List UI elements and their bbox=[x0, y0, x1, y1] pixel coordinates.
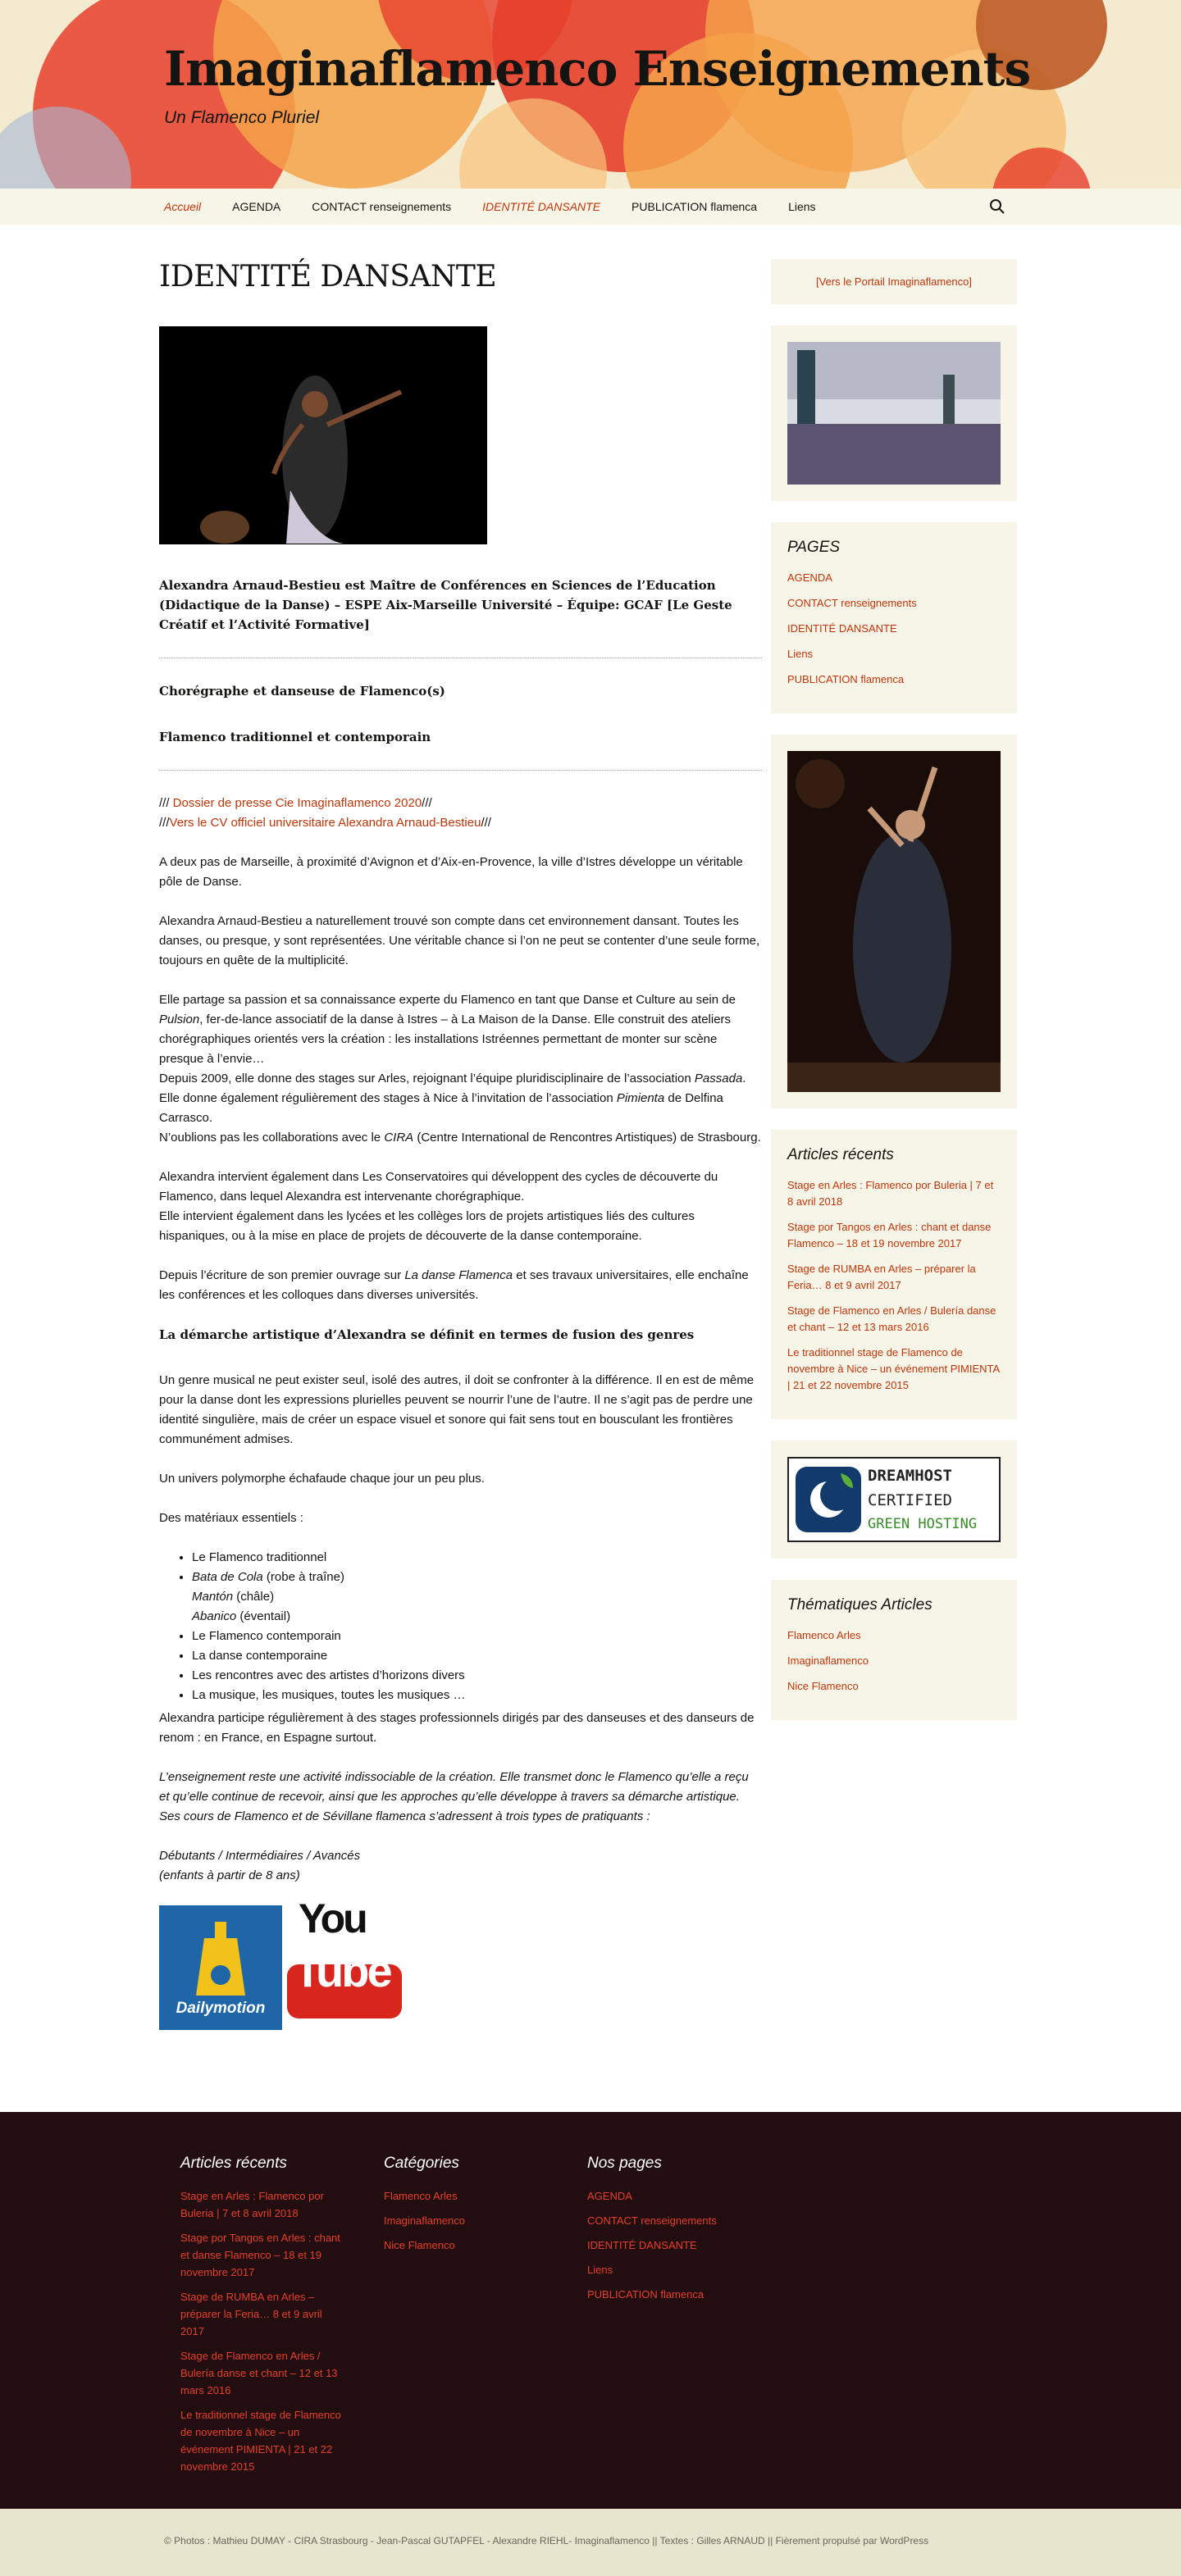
text-pulsion: Pulsion bbox=[159, 1013, 200, 1026]
youtube-label-bottom: Tube bbox=[294, 1945, 390, 1996]
footer-page-link[interactable]: IDENTITÉ DANSANTE bbox=[587, 2239, 697, 2251]
footer-col-title: Catégories bbox=[384, 2155, 459, 2172]
paragraph-istres: A deux pas de Marseille, à proximité d’Avignon et d’Aix-en-Provence, la ville d’Istres développe un véritable pôle de Danse. bbox=[159, 855, 743, 889]
text: de Delfina Carrasco. bbox=[159, 1091, 723, 1125]
badge-line-3: GREEN HOSTING bbox=[868, 1516, 978, 1532]
footer-col-title: Articles récents bbox=[180, 2155, 287, 2172]
recent-article-link[interactable]: Stage de Flamenco en Arles / Bulería danse et chant – 12 et 13 mars 2016 bbox=[787, 1304, 996, 1333]
text: (châle) bbox=[233, 1590, 275, 1604]
text-cira: CIRA bbox=[384, 1131, 414, 1145]
footer-article-link[interactable]: Le traditionnel stage de Flamenco de novembre à Nice – un événement PIMIENTA | 21 et 22 novembre 2015 bbox=[180, 2409, 341, 2473]
site-title[interactable]: Imaginaflamenco Enseignements bbox=[164, 41, 1031, 97]
press-kit-line bbox=[159, 794, 762, 813]
materials-list bbox=[192, 1548, 762, 1705]
list-item: • Le Flamenco traditionnel bbox=[192, 1548, 762, 1568]
badge-line-2: CERTIFIED bbox=[868, 1491, 952, 1509]
site-info-bar bbox=[0, 2509, 1181, 2576]
list-item: • La musique, les musiques, toutes les musiques … bbox=[192, 1686, 762, 1705]
text: , fer-de-lance associatif de la danse à Istres – à La Maison de la Danse. Elle construit des ateliers chorégraphiques orientés vers la création : les installations Istréennes permettant de monter sur scène presque à l’envie… bbox=[159, 1013, 732, 1066]
sidebar-page-contact[interactable]: CONTACT renseignements bbox=[787, 597, 917, 609]
paragraph-materials: Des matériaux essentiels : bbox=[159, 1511, 303, 1525]
pages-widget-title: PAGES bbox=[787, 539, 841, 556]
theme-link[interactable]: Flamenco Arles bbox=[787, 1629, 861, 1641]
dancer-photo bbox=[159, 326, 487, 544]
paragraph-genre: Un genre musical ne peut exister seul, isolé des autres, il doit se confronter à la différence. Il en est de même pour la danse dont les expressions plurielles peuvent se nourrir l’une de l’autre. Il ne s’agit pas de perdre une identité singulière, mais de créer un espace visuel et sonore qui fait sens tout en bousculant les frontières communément admises. bbox=[159, 1373, 755, 1446]
link-prefix: /// bbox=[159, 796, 173, 810]
text-pimienta: Pimienta bbox=[616, 1091, 665, 1105]
footer-article-link[interactable]: Stage en Arles : Flamenco por Buleria | 7 et 8 avril 2018 bbox=[180, 2190, 324, 2219]
dreamhost-badge[interactable] bbox=[787, 1457, 1001, 1542]
cv-link[interactable]: Vers le CV officiel universitaire Alexandra Arnaud-Bestieu bbox=[169, 816, 481, 830]
text: Depuis l’écriture de son premier ouvrage sur bbox=[159, 1268, 405, 1282]
theme-link[interactable]: Imaginaflamenco bbox=[787, 1654, 869, 1667]
portal-widget bbox=[771, 259, 1017, 304]
recent-article-link[interactable]: Le traditionnel stage de Flamenco de novembre à Nice – un événement PIMIENTA | 21 et 22 novembre 2015 bbox=[787, 1346, 1000, 1391]
credits-text: © Photos : Mathieu DUMAY - CIRA Strasbourg - Jean-Pascal GUTAPFEL - Alexandre RIEHL- Imaginaflamenco || Textes : Gilles ARNAUD || Fièrement propulsé par WordPress bbox=[164, 2535, 929, 2546]
press-kit-link[interactable]: Dossier de presse Cie Imaginaflamenco 2020 bbox=[172, 796, 422, 810]
link-prefix: /// bbox=[159, 816, 170, 830]
text-passada: Passada bbox=[694, 1072, 743, 1085]
footer-page-link[interactable]: AGENDA bbox=[587, 2190, 632, 2202]
paragraph-publications bbox=[159, 1266, 762, 1305]
text: et ses travaux universitaires, elle enchaîne les conférences et les colloques dans diverses universités. bbox=[159, 1268, 749, 1302]
list-item bbox=[192, 1568, 762, 1627]
levels-text: Débutants / Intermédiaires / Avancés bbox=[159, 1849, 361, 1863]
site-description: Un Flamenco Pluriel bbox=[164, 108, 320, 127]
paragraph-environment: Alexandra Arnaud-Bestieu a naturellement trouvé son compte dans cet environnement dansant. Toutes les danses, ou presque, y sont représentées. Une véritable chance si l’on ne peut se contenter d’une seule forme, toujours en quête de la multiplicité. bbox=[159, 914, 760, 967]
text: Bata de Cola bbox=[192, 1570, 263, 1584]
footer-page-link[interactable]: CONTACT renseignements bbox=[587, 2214, 717, 2227]
sidebar-page-publication[interactable]: PUBLICATION flamenca bbox=[787, 673, 905, 685]
link-suffix: /// bbox=[422, 796, 432, 810]
recent-article-link[interactable]: Stage por Tangos en Arles : chant et danse Flamenco – 18 et 19 novembre 2017 bbox=[787, 1221, 992, 1249]
recent-article-link[interactable]: Stage en Arles : Flamenco por Buleria | 7 et 8 avril 2018 bbox=[787, 1179, 994, 1208]
footer-article-link[interactable]: Stage por Tangos en Arles : chant et danse Flamenco – 18 et 19 novembre 2017 bbox=[180, 2232, 340, 2278]
themes-widget bbox=[771, 1580, 1017, 1720]
youtube-label-top: You bbox=[299, 1896, 366, 1941]
dailymotion-label: Dailymotion bbox=[176, 2000, 266, 2017]
main-area bbox=[0, 225, 1181, 2112]
moon-icon bbox=[796, 1467, 861, 1532]
text: Elle intervient également dans les lycées et les collèges lors de projets artistiques liés des cultures hispaniques, ou à la mise en place de projets de découverte de la danse contemporaine. bbox=[159, 1209, 695, 1243]
footer-col-title: Nos pages bbox=[587, 2155, 662, 2172]
portal-link[interactable]: [Vers le Portail Imaginaflamenco] bbox=[815, 275, 973, 288]
divider bbox=[159, 770, 762, 771]
footer-page-link[interactable]: PUBLICATION flamenca bbox=[587, 2288, 704, 2301]
cv-line bbox=[159, 813, 762, 833]
footer-article-link[interactable]: Stage de Flamenco en Arles / Bulería danse et chant – 12 et 13 mars 2016 bbox=[180, 2350, 338, 2396]
nav-item-publication[interactable]: PUBLICATION flamenca bbox=[632, 200, 758, 213]
footer-categories bbox=[384, 2155, 548, 2261]
list-item: • Le Flamenco contemporain bbox=[192, 1627, 762, 1646]
sidebar-page-agenda[interactable]: AGENDA bbox=[787, 571, 832, 584]
text: Abanico bbox=[192, 1609, 237, 1623]
link-suffix: /// bbox=[481, 816, 491, 830]
paragraph-universe: Un univers polymorphe échafaude chaque jour un peu plus. bbox=[159, 1472, 485, 1486]
footer-category-link[interactable]: Flamenco Arles bbox=[384, 2190, 458, 2202]
nav-item-contact[interactable]: CONTACT renseignements bbox=[312, 200, 452, 213]
intro-text: Alexandra Arnaud-Bestieu est Maître de Conférences en Sciences de l’Education (Didactique de la Danse) – ESPE Aix-Marseille Université – Équipe: GCAF [Le Geste Créatif et l’Activité Formative] bbox=[159, 578, 732, 632]
text: Elle donne également régulièrement des stages à Nice à l’invitation de l’association bbox=[159, 1091, 617, 1105]
studio-photo bbox=[787, 342, 1001, 485]
list-item: • Les rencontres avec des artistes d’horizons divers bbox=[192, 1666, 762, 1686]
search-icon[interactable] bbox=[989, 198, 1005, 215]
footer-recent-articles bbox=[180, 2155, 344, 2483]
paragraph-pulsion: Elle partage sa passion et sa connaissance experte du Flamenco en tant que Danse et Culture au sein de Pulsion, fer-de-lance associatif de la danse à Istres – à La Maison de la Danse. Elle construit des ateliers chorégraphiques orientés vers la création : les installations Istréennes permettant de monter sur scène presque à l’envie… Depuis 2009, elle donne des stages sur Arles, rejoignant l’équipe pluridisciplinaire de l’association Passada. Elle donne également régulièrement des stages à Nice à l’invitation de l’association Pimienta de Delfina Carrasco. N’oublions pas les collaborations avec le CIRA (Centre International de Rencontres Artistiques) de Strasbourg. bbox=[159, 993, 761, 1145]
text: Depuis 2009, elle donne des stages sur Arles, rejoignant l’équipe pluridisciplinaire de l’association bbox=[159, 1072, 695, 1085]
studio-photo-widget bbox=[771, 325, 1017, 501]
text-book: La danse Flamenca bbox=[404, 1268, 513, 1282]
subtitle-flamenco: Flamenco traditionnel et contemporain bbox=[159, 730, 431, 744]
nav-item-agenda[interactable]: AGENDA bbox=[232, 200, 281, 213]
youtube-link[interactable] bbox=[284, 1896, 405, 2025]
sidebar-page-liens[interactable]: Liens bbox=[787, 648, 814, 660]
sidebar bbox=[771, 259, 1017, 1741]
theme-link[interactable]: Nice Flamenco bbox=[787, 1680, 859, 1692]
text: (éventail) bbox=[236, 1609, 291, 1623]
sidebar-page-identite[interactable]: IDENTITÉ DANSANTE bbox=[787, 622, 897, 635]
recent-articles-widget bbox=[771, 1130, 1017, 1419]
footer-page-link[interactable]: Liens bbox=[587, 2264, 613, 2276]
text: Alexandra intervient également dans Les Conservatoires qui développent des cycles de découverte du Flamenco, dans lequel Alexandra est intervenante chorégraphique. bbox=[159, 1170, 718, 1204]
footer-category-link[interactable]: Nice Flamenco bbox=[384, 2239, 455, 2251]
footer-pages bbox=[587, 2155, 751, 2310]
nav-item-liens[interactable]: Liens bbox=[788, 200, 816, 213]
ages-text: (enfants à partir de 8 ans) bbox=[159, 1868, 300, 1882]
site-footer bbox=[0, 2112, 1181, 2509]
nav-item-accueil[interactable]: Accueil bbox=[164, 200, 202, 213]
badge-line-1: DREAMHOST bbox=[868, 1467, 952, 1485]
page-content bbox=[159, 259, 762, 2030]
footer-category-link[interactable]: Imaginaflamenco bbox=[384, 2214, 465, 2227]
recent-articles-title: Articles récents bbox=[787, 1146, 894, 1163]
nav-item-identite-dansante[interactable]: IDENTITÉ DANSANTE bbox=[482, 200, 601, 213]
text: Mantón bbox=[192, 1590, 234, 1604]
recent-article-link[interactable]: Stage de RUMBA en Arles – préparer la Feria… 8 et 9 avril 2017 bbox=[787, 1263, 976, 1291]
dancer-photo-widget bbox=[771, 735, 1017, 1108]
section-heading: La démarche artistique d’Alexandra se définit en termes de fusion des genres bbox=[159, 1327, 695, 1342]
dreamhost-widget bbox=[771, 1440, 1017, 1559]
video-links bbox=[159, 1896, 762, 2030]
paragraph-stages: Alexandra participe régulièrement à des stages professionnels dirigés par des danseuses et des danseurs de renom : en France, en Espagne surtout. bbox=[159, 1711, 755, 1745]
dailymotion-link[interactable] bbox=[159, 1905, 282, 2030]
pages-widget bbox=[771, 522, 1017, 713]
page-title: IDENTITÉ DANSANTE bbox=[159, 260, 497, 294]
dancer-photo-sidebar bbox=[787, 751, 1001, 1092]
list-item: • La danse contemporaine bbox=[192, 1646, 762, 1666]
themes-widget-title: Thématiques Articles bbox=[787, 1596, 932, 1613]
text: N’oublions pas les collaborations avec le bbox=[159, 1131, 385, 1145]
site-header bbox=[0, 0, 1181, 189]
main-navigation bbox=[0, 189, 1181, 225]
text: (Centre International de Rencontres Artistiques) de Strasbourg. bbox=[413, 1131, 761, 1145]
paragraph-teaching: L’enseignement reste une activité indissociable de la création. Elle transmet donc le Flamenco qu’elle a reçu et qu’elle continue de recevoir, ainsi que les approches qu’elle développe à travers sa démarche artistique. Ses cours de Flamenco et de Sévillane flamenca s’adressent à trois types de pratiquants : bbox=[159, 1770, 749, 1823]
text: (robe à traîne) bbox=[262, 1570, 344, 1584]
subtitle-choreographer: Chorégraphe et danseuse de Flamenco(s) bbox=[159, 684, 445, 699]
footer-article-link[interactable]: Stage de RUMBA en Arles – préparer la Feria… 8 et 9 avril 2017 bbox=[180, 2291, 322, 2337]
paragraph-conservatoires bbox=[159, 1167, 762, 1246]
text: Elle partage sa passion et sa connaissance experte du Flamenco en tant que Danse et Culture au sein de bbox=[159, 993, 736, 1007]
